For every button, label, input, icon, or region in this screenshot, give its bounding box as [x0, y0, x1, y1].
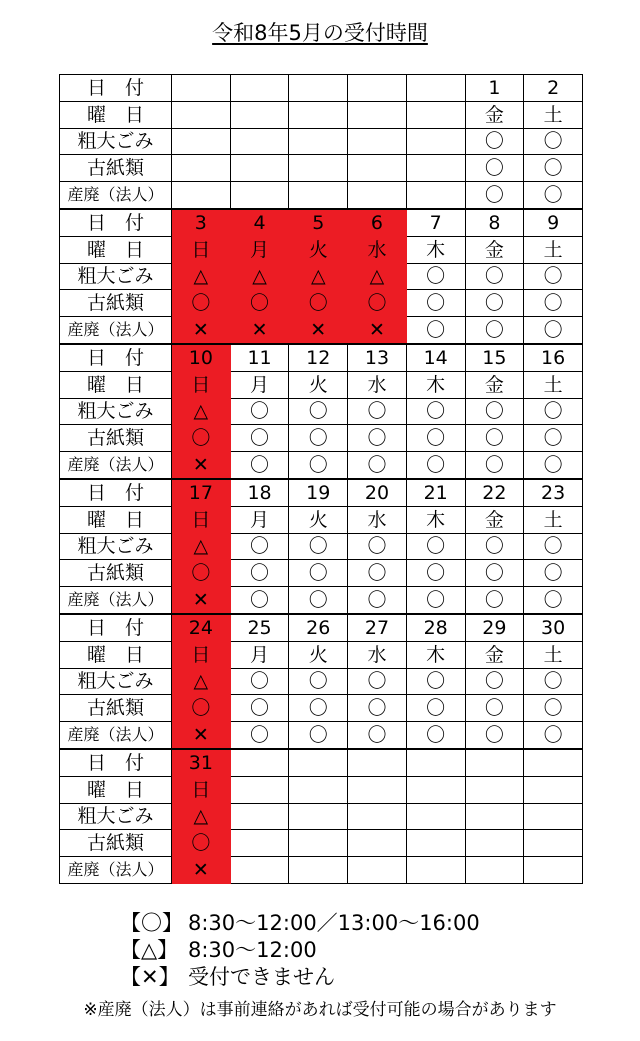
weekday-row: [60, 101, 583, 128]
schedule-cell: [406, 75, 465, 102]
schedule-cell: 水: [348, 371, 407, 398]
schedule-cell: 25: [230, 614, 289, 641]
schedule-cell: 水: [348, 641, 407, 668]
row-label: 日 付: [60, 479, 172, 506]
industrial-waste-row: [60, 182, 583, 209]
schedule-cell: 〇: [406, 263, 465, 290]
schedule-cell: 〇: [465, 182, 524, 209]
schedule-cell: 木: [406, 641, 465, 668]
legend-text: 8:30～12:00: [188, 938, 317, 962]
schedule-cell: 水: [348, 236, 407, 263]
schedule-cell: 〇: [465, 398, 524, 425]
schedule-cell: 月: [230, 506, 289, 533]
schedule-cell: 〇: [230, 695, 289, 722]
schedule-cell: [172, 182, 231, 209]
schedule-cell: ✕: [172, 587, 231, 614]
schedule-cell: [465, 857, 524, 884]
schedule-cell: 日: [172, 776, 231, 803]
schedule-cell: [289, 857, 348, 884]
schedule-cell: [172, 155, 231, 182]
schedule-cell: 水: [348, 506, 407, 533]
schedule-cell: 〇: [289, 722, 348, 749]
schedule-cell: 〇: [230, 722, 289, 749]
schedule-cell: 〇: [289, 668, 348, 695]
schedule-cell: 〇: [230, 587, 289, 614]
schedule-cell: [289, 75, 348, 102]
legend-text: 8:30～12:00／13:00～16:00: [188, 911, 480, 935]
schedule-cell: [524, 830, 583, 857]
schedule-cell: [348, 803, 407, 830]
schedule-cell: [348, 182, 407, 209]
date-row: [60, 344, 583, 371]
weekday-row: [60, 776, 583, 803]
schedule-cell: 〇: [406, 560, 465, 587]
schedule-cell: 〇: [524, 533, 583, 560]
schedule-cell: 23: [524, 479, 583, 506]
schedule-cell: [230, 182, 289, 209]
row-label: 粗大ごみ: [60, 668, 172, 695]
schedule-cell: [348, 749, 407, 776]
schedule-cell: [465, 749, 524, 776]
schedule-cell: [230, 128, 289, 155]
paper-row: [60, 695, 583, 722]
row-label: 産廃（法人）: [60, 317, 172, 344]
row-label: 古紙類: [60, 155, 172, 182]
bulky-waste-row: [60, 398, 583, 425]
schedule-cell: 27: [348, 614, 407, 641]
schedule-table: [59, 74, 583, 884]
schedule-cell: 金: [465, 506, 524, 533]
paper-row: [60, 155, 583, 182]
schedule-cell: 31: [172, 749, 231, 776]
date-row: [60, 209, 583, 236]
bulky-waste-row: [60, 128, 583, 155]
schedule-cell: [406, 857, 465, 884]
schedule-cell: 〇: [465, 263, 524, 290]
bulky-waste-row: [60, 668, 583, 695]
schedule-cell: [406, 128, 465, 155]
schedule-cell: 16: [524, 344, 583, 371]
schedule-cell: 火: [289, 641, 348, 668]
schedule-cell: 3: [172, 209, 231, 236]
schedule-cell: 日: [172, 641, 231, 668]
schedule-cell: 金: [465, 101, 524, 128]
schedule-cell: ✕: [172, 722, 231, 749]
schedule-cell: 〇: [230, 398, 289, 425]
paper-row: [60, 290, 583, 317]
schedule-cell: 〇: [465, 722, 524, 749]
schedule-cell: [289, 101, 348, 128]
schedule-cell: [406, 803, 465, 830]
legend-text: 受付できません: [188, 965, 335, 989]
industrial-waste-row: [60, 722, 583, 749]
schedule-cell: 〇: [524, 263, 583, 290]
schedule-cell: [230, 776, 289, 803]
schedule-cell: [230, 75, 289, 102]
schedule-cell: [406, 101, 465, 128]
legend-row-full: [120, 910, 480, 937]
schedule-cell: 〇: [406, 722, 465, 749]
schedule-cell: 〇: [465, 155, 524, 182]
schedule-cell: [289, 776, 348, 803]
schedule-cell: 26: [289, 614, 348, 641]
schedule-cell: [172, 128, 231, 155]
schedule-cell: 日: [172, 236, 231, 263]
schedule-cell: [289, 803, 348, 830]
schedule-cell: 火: [289, 236, 348, 263]
schedule-cell: 〇: [230, 533, 289, 560]
schedule-cell: 5: [289, 209, 348, 236]
schedule-cell: [172, 101, 231, 128]
schedule-cell: 18: [230, 479, 289, 506]
schedule-cell: 〇: [406, 695, 465, 722]
schedule-cell: [230, 101, 289, 128]
schedule-cell: 8: [465, 209, 524, 236]
schedule-cell: 〇: [524, 587, 583, 614]
schedule-cell: 19: [289, 479, 348, 506]
schedule-cell: [289, 749, 348, 776]
schedule-cell: 〇: [230, 560, 289, 587]
schedule-cell: 12: [289, 344, 348, 371]
row-label: 曜 日: [60, 236, 172, 263]
schedule-cell: 〇: [465, 587, 524, 614]
schedule-cell: ✕: [172, 452, 231, 479]
schedule-cell: 〇: [465, 452, 524, 479]
schedule-cell: 〇: [406, 290, 465, 317]
schedule-cell: [230, 857, 289, 884]
schedule-cell: 30: [524, 614, 583, 641]
schedule-cell: 〇: [289, 290, 348, 317]
schedule-cell: 〇: [524, 290, 583, 317]
schedule-cell: 〇: [289, 587, 348, 614]
schedule-cell: [465, 803, 524, 830]
footnote: ※産廃（法人）は事前連絡があれば受付可能の場合があります: [83, 1000, 557, 1020]
schedule-cell: 〇: [524, 317, 583, 344]
schedule-cell: 〇: [348, 587, 407, 614]
schedule-cell: [289, 182, 348, 209]
schedule-cell: [348, 128, 407, 155]
row-label: 日 付: [60, 209, 172, 236]
row-label: 粗大ごみ: [60, 533, 172, 560]
schedule-cell: 〇: [406, 317, 465, 344]
row-label: 日 付: [60, 614, 172, 641]
schedule-cell: 20: [348, 479, 407, 506]
schedule-cell: 〇: [289, 398, 348, 425]
schedule-cell: 木: [406, 371, 465, 398]
schedule-cell: 〇: [172, 425, 231, 452]
schedule-cell: ✕: [172, 317, 231, 344]
bulky-waste-row: [60, 533, 583, 560]
schedule-cell: [230, 803, 289, 830]
bulky-waste-row: [60, 263, 583, 290]
schedule-cell: 〇: [230, 452, 289, 479]
schedule-cell: 土: [524, 236, 583, 263]
row-label: 曜 日: [60, 506, 172, 533]
schedule-cell: 〇: [172, 560, 231, 587]
schedule-cell: 〇: [406, 533, 465, 560]
schedule-cell: 〇: [524, 722, 583, 749]
schedule-cell: 土: [524, 371, 583, 398]
schedule-cell: 〇: [172, 695, 231, 722]
schedule-cell: 〇: [348, 560, 407, 587]
schedule-cell: 〇: [465, 533, 524, 560]
schedule-cell: 月: [230, 371, 289, 398]
schedule-cell: [406, 749, 465, 776]
paper-row: [60, 425, 583, 452]
schedule-cell: 〇: [465, 290, 524, 317]
schedule-cell: 〇: [524, 398, 583, 425]
row-label: 古紙類: [60, 560, 172, 587]
schedule-cell: 6: [348, 209, 407, 236]
schedule-cell: 15: [465, 344, 524, 371]
row-label: 日 付: [60, 75, 172, 102]
schedule-cell: 21: [406, 479, 465, 506]
schedule-cell: 〇: [524, 452, 583, 479]
schedule-cell: △: [172, 263, 231, 290]
schedule-cell: [406, 830, 465, 857]
industrial-waste-row: [60, 587, 583, 614]
schedule-cell: △: [172, 668, 231, 695]
row-label: 曜 日: [60, 101, 172, 128]
schedule-cell: 〇: [465, 317, 524, 344]
schedule-cell: 金: [465, 371, 524, 398]
schedule-cell: [348, 155, 407, 182]
legend-mark: 【△】: [120, 938, 179, 962]
schedule-cell: 29: [465, 614, 524, 641]
weekday-row: [60, 641, 583, 668]
schedule-cell: 4: [230, 209, 289, 236]
schedule-cell: 〇: [465, 668, 524, 695]
schedule-cell: 〇: [230, 425, 289, 452]
schedule-cell: [406, 155, 465, 182]
schedule-cell: [348, 857, 407, 884]
bulky-waste-row: [60, 803, 583, 830]
weekday-row: [60, 371, 583, 398]
row-label: 粗大ごみ: [60, 398, 172, 425]
legend-mark: 【✕】: [120, 965, 180, 989]
schedule-cell: 土: [524, 101, 583, 128]
row-label: 粗大ごみ: [60, 263, 172, 290]
schedule-cell: 22: [465, 479, 524, 506]
schedule-cell: 〇: [524, 425, 583, 452]
row-label: 曜 日: [60, 371, 172, 398]
schedule-cell: ✕: [289, 317, 348, 344]
weekday-row: [60, 236, 583, 263]
schedule-cell: 13: [348, 344, 407, 371]
schedule-cell: 土: [524, 641, 583, 668]
schedule-cell: 月: [230, 236, 289, 263]
schedule-cell: 〇: [348, 452, 407, 479]
schedule-cell: 〇: [524, 560, 583, 587]
schedule-cell: 〇: [289, 452, 348, 479]
schedule-cell: 〇: [348, 668, 407, 695]
schedule-cell: 9: [524, 209, 583, 236]
schedule-cell: [230, 155, 289, 182]
schedule-cell: ✕: [172, 857, 231, 884]
schedule-cell: △: [289, 263, 348, 290]
schedule-cell: ✕: [230, 317, 289, 344]
schedule-cell: 1: [465, 75, 524, 102]
schedule-cell: [348, 101, 407, 128]
schedule-cell: 〇: [289, 695, 348, 722]
row-label: 日 付: [60, 344, 172, 371]
schedule-cell: 〇: [465, 425, 524, 452]
schedule-cell: 木: [406, 506, 465, 533]
row-label: 古紙類: [60, 695, 172, 722]
legend: [120, 910, 480, 991]
paper-row: [60, 830, 583, 857]
schedule-cell: [230, 749, 289, 776]
row-label: 古紙類: [60, 830, 172, 857]
schedule-cell: [524, 803, 583, 830]
schedule-cell: 〇: [465, 128, 524, 155]
row-label: 粗大ごみ: [60, 128, 172, 155]
row-label: 産廃（法人）: [60, 857, 172, 884]
schedule-cell: 月: [230, 641, 289, 668]
schedule-cell: 〇: [348, 398, 407, 425]
schedule-cell: 〇: [348, 533, 407, 560]
row-label: 粗大ごみ: [60, 803, 172, 830]
schedule-cell: 〇: [406, 452, 465, 479]
schedule-cell: 〇: [524, 695, 583, 722]
schedule-cell: 24: [172, 614, 231, 641]
weekday-row: [60, 506, 583, 533]
schedule-cell: [465, 776, 524, 803]
schedule-cell: 木: [406, 236, 465, 263]
schedule-cell: 〇: [348, 290, 407, 317]
schedule-cell: 金: [465, 641, 524, 668]
schedule-cell: [289, 830, 348, 857]
page-title: 令和8年5月の受付時間: [212, 21, 428, 45]
schedule-cell: [348, 776, 407, 803]
row-label: 古紙類: [60, 290, 172, 317]
date-row: [60, 614, 583, 641]
date-row: [60, 75, 583, 102]
date-row: [60, 479, 583, 506]
schedule-cell: 〇: [406, 425, 465, 452]
schedule-cell: 10: [172, 344, 231, 371]
legend-mark: 【〇】: [120, 911, 183, 935]
schedule-cell: △: [172, 533, 231, 560]
schedule-cell: 〇: [524, 128, 583, 155]
schedule-cell: △: [348, 263, 407, 290]
schedule-cell: 〇: [524, 182, 583, 209]
row-label: 産廃（法人）: [60, 182, 172, 209]
legend-row-morning: [120, 937, 480, 964]
schedule-cell: 〇: [348, 722, 407, 749]
schedule-cell: [348, 830, 407, 857]
industrial-waste-row: [60, 857, 583, 884]
schedule-cell: 〇: [289, 560, 348, 587]
schedule-cell: 〇: [524, 155, 583, 182]
schedule-cell: 14: [406, 344, 465, 371]
schedule-cell: [406, 182, 465, 209]
row-label: 産廃（法人）: [60, 722, 172, 749]
schedule-cell: 〇: [289, 425, 348, 452]
schedule-cell: 〇: [406, 587, 465, 614]
date-row: [60, 749, 583, 776]
schedule-cell: 日: [172, 371, 231, 398]
schedule-cell: [406, 776, 465, 803]
row-label: 産廃（法人）: [60, 452, 172, 479]
schedule-cell: 日: [172, 506, 231, 533]
schedule-cell: 〇: [348, 425, 407, 452]
schedule-cell: △: [230, 263, 289, 290]
schedule-cell: 火: [289, 371, 348, 398]
paper-row: [60, 560, 583, 587]
schedule-cell: [524, 749, 583, 776]
schedule-cell: 7: [406, 209, 465, 236]
schedule-cell: 〇: [230, 290, 289, 317]
legend-row-closed: [120, 964, 480, 991]
schedule-cell: [289, 155, 348, 182]
schedule-cell: 〇: [465, 695, 524, 722]
row-label: 日 付: [60, 749, 172, 776]
schedule-cell: [348, 75, 407, 102]
schedule-cell: [465, 830, 524, 857]
row-label: 古紙類: [60, 425, 172, 452]
schedule-cell: 17: [172, 479, 231, 506]
schedule-cell: 〇: [524, 668, 583, 695]
schedule-cell: [524, 857, 583, 884]
schedule-cell: △: [172, 803, 231, 830]
schedule-cell: 〇: [348, 695, 407, 722]
schedule-cell: 土: [524, 506, 583, 533]
schedule-cell: [230, 830, 289, 857]
schedule-cell: 火: [289, 506, 348, 533]
schedule-cell: △: [172, 398, 231, 425]
schedule-cell: 〇: [465, 560, 524, 587]
industrial-waste-row: [60, 452, 583, 479]
row-label: 産廃（法人）: [60, 587, 172, 614]
schedule-cell: 〇: [230, 668, 289, 695]
schedule-cell: 金: [465, 236, 524, 263]
schedule-cell: 〇: [289, 533, 348, 560]
schedule-cell: 〇: [406, 668, 465, 695]
schedule-cell: ✕: [348, 317, 407, 344]
schedule-cell: 〇: [172, 290, 231, 317]
schedule-cell: [172, 75, 231, 102]
schedule-cell: 〇: [172, 830, 231, 857]
schedule-cell: [524, 776, 583, 803]
row-label: 曜 日: [60, 641, 172, 668]
schedule-cell: [289, 128, 348, 155]
row-label: 曜 日: [60, 776, 172, 803]
schedule-cell: 11: [230, 344, 289, 371]
schedule-cell: 2: [524, 75, 583, 102]
industrial-waste-row: [60, 317, 583, 344]
schedule-cell: 〇: [406, 398, 465, 425]
schedule-cell: 28: [406, 614, 465, 641]
